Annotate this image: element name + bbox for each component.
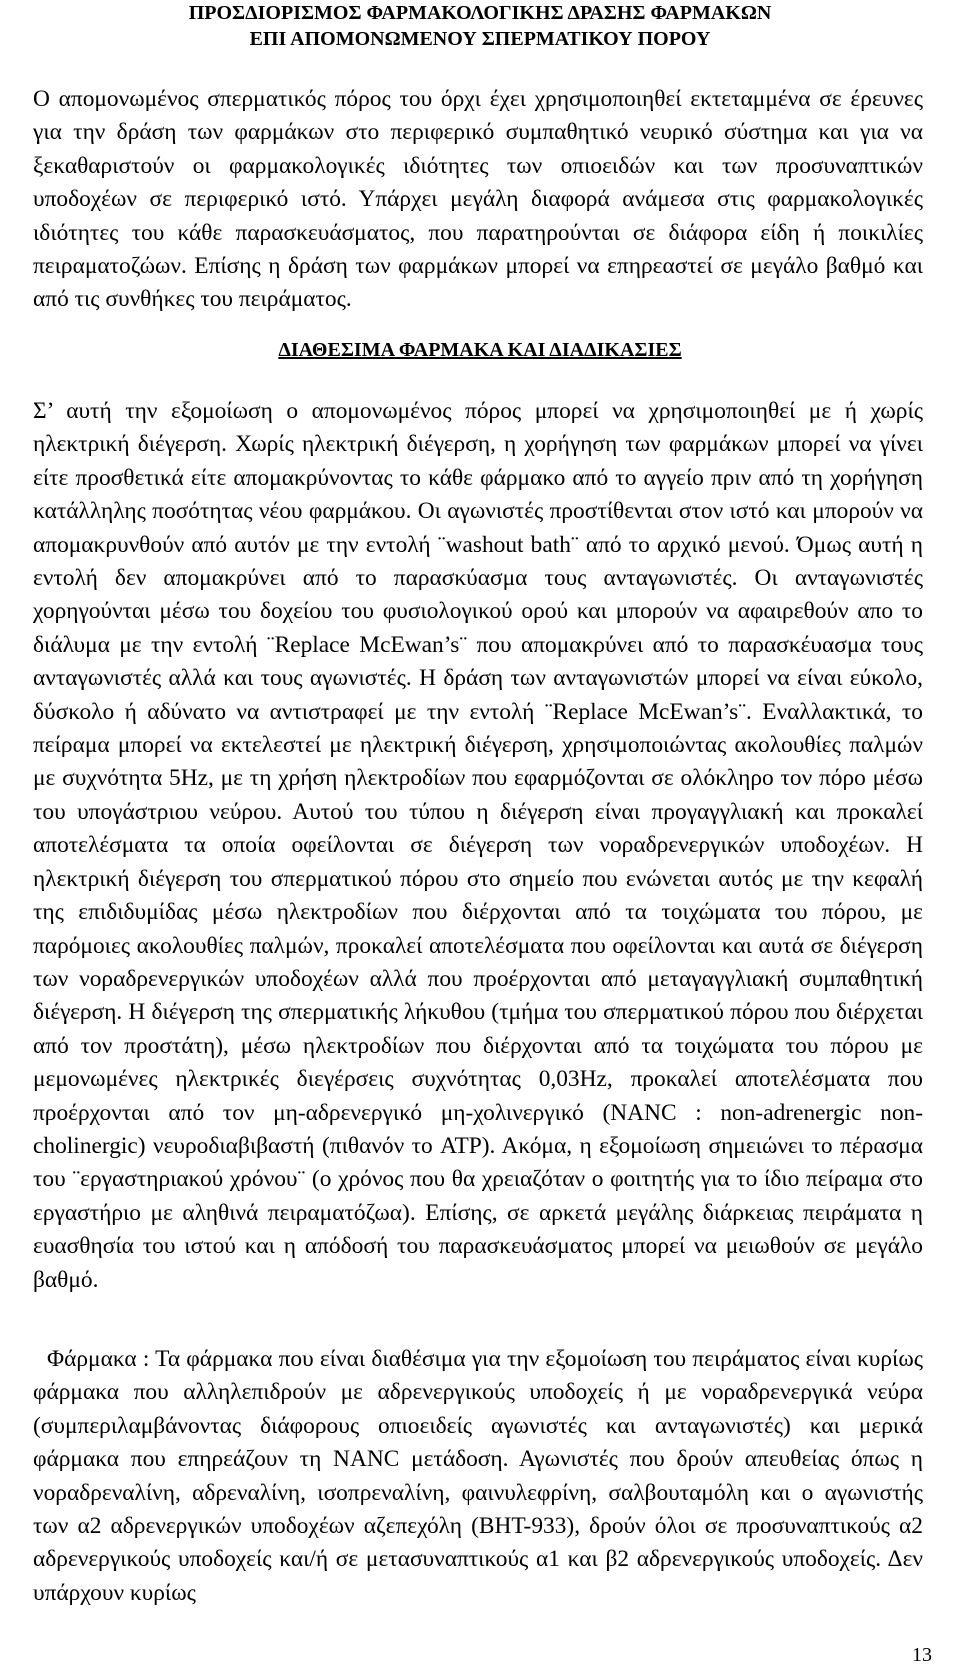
- drugs-paragraph-text: Φάρμακα : Τα φάρμακα που είναι διαθέσιμα για την εξομοίωση του πειράματος είναι κυρίως φάρμακα που αλληλεπιδρούν με αδρενεργικούς υποδοχείς ή με νοραδρενεργικά νεύρα (συμπεριλαμβάνοντας διάφορους οπιοειδείς αγωνιστές και ανταγωνιστές) και μερικά φάρμακα που επηρεάζουν τη NANC μετάδοση. Αγωνιστές που δρούν απευθείας όπως η νοραδρεναλίνη, αδρεναλίνη, ισοπρεναλίνη, φαινυλεφρίνη, σαλβουταμόλη και ο αγωνιστής των α2 αδρενεργικών υποδοχέων αζεπεχόλη (BHT-933), δρούν όλοι σε προσυναπτικούς α2 αδρενεργικούς υποδοχείς και/ή σε μετασυναπτικούς α1 και β2 αδρενεργικούς υποδοχείς. Δεν υπάρχουν κυρίως: [33, 1346, 923, 1606]
- title-line-1: ΠΡΟΣΔΙΟΡΙΣΜΟΣ ΦΑΡΜΑΚΟΛΟΓΙΚΗΣ ΔΡΑΣΗΣ ΦΑΡΜΑΚΩΝ: [188, 2, 772, 24]
- page-number: 13: [912, 1644, 932, 1666]
- document-title: [28, 0, 932, 52]
- drugs-paragraph: [33, 1343, 923, 1610]
- procedures-paragraph: Σ’ αυτή την εξομοίωση ο απομονωμένος πόρος μπορεί να χρησιμοποιηθεί με ή χωρίς ηλεκτρική διέγερση. Χωρίς ηλεκτρική διέγερση, η χορήγηση των φαρμάκων μπορεί να γίνει είτε προσθετικά είτε απομακρύνοντας το κάθε φάρμακο από το αγγείο πριν από τη χορήγηση κατάλληλης ποσότητας νέου φαρμάκου. Οι αγωνιστές προστίθενται στον ιστό και μπορούν να απομακρυνθούν από αυτόν με την εντολή ¨washout bath¨ από το αρχικό μενού. Όμως αυτή η εντολή δεν απομακρύνει από το παρασκύασμα τους ανταγωνιστές. Οι ανταγωνιστές χορηγούνται μέσω του δοχείου του φυσιολογικού ορού και μπορούν να αφαιρεθούν απο το διάλυμα με την εντολή ¨Replace McEwan’s¨ που απομακρύνει από το παρασκέυασμα τους ανταγωνιστές αλλά και τους αγωνιστές. Η δράση των ανταγωνιστών μπορεί να είναι εύκολο, δύσκολο ή αδύνατο να αντιστραφεί με την εντολή ¨Replace McEwan’s¨. Εναλλακτικά, το πείραμα μπορεί να εκτελεστεί με ηλεκτρική διέγερση, χρησιμοποιώντας ακολουθίες παλμών με συχνότητα 5Hz, με τη χρήση ηλεκτροδίων που εφαρμόζονται σε ολόκληρο τον πόρο μέσω του υπογάστριου νεύρου. Αυτού του τύπου η διέγερση είναι προγαγγλιακή και προκαλεί αποτελέσματα τα οποία οφείλονται σε διέγερση των νοραδρενεργικών υποδοχέων. Η ηλεκτρική διέγερση του σπερματικού πόρου στο σημείο που ενώνεται αυτός με την κεφαλή της επιδιδυμίδας μέσω ηλεκτροδίων που διέρχονται από τα τοιχώματα του πόρου, με παρόμοιες ακολουθίες παλμών, προκαλεί αποτελέσματα που οφείλονται και αυτά σε διέγερση των νοραδρενεργικών υποδοχέων αλλά που προέρχονται από μεταγαγγλιακή συμπαθητική διέγερση. Η διέγερση της σπερματικής λήκυθου (τμήμα του σπερματικού πόρου που διέρχεται από τον προστάτη), μέσω ηλεκτροδίων που διέρχονται από τα τοιχώματα του πόρου με μεμονωμένες ηλεκτρικές διεγέρσεις συχνότητας 0,03Hz, προκαλεί αποτελέσματα που προέρχονται από τον μη-αδρενεργικό μη-χολινεργικό (NANC : non-adrenergic non-cholinergic) νευροδιαβιβαστή (πιθανόν το ATP). Ακόμα, η εξομοίωση σημειώνει το πέρασμα του ¨εργαστηριακού χρόνου¨ (ο χρόνος που θα χρειαζόταν ο φοιτητής για το ίδιο πείραμα στο εργαστήριο με αληθινά πειραματόζωα). Επίσης, σε αρκετά μεγάλης διάρκειας πειράματα η ευασθησία του ιστού και η απόδοσή του παρασκευάσματος μπορεί να μειωθούν σε μεγάλο βαθμό.: [33, 398, 923, 1293]
- intro-paragraph: Ο απομονωμένος σπερματικός πόρος του όρχι έχει χρησιμοποιηθεί εκτεταμμένα σε έρευνες για την δράση των φαρμάκων στο περιφερικό συμπαθητικό νευρικό σύστημα και για να ξεκαθαριστούν οι φαρμακολογικές ιδιότητες των οπιοειδών και των προσυναπτικών υποδοχέων σε περιφερικό ιστό. Υπάρχει μεγάλη διαφορά ανάμεσα στις φαρμακολογικές ιδιότητες του κάθε παρασκευάσματος, που παρατηρούνται σε διάφορα είδη ή ποικιλίες πειραματοζώων. Επίσης η δράση των φαρμάκων μπορεί να επηρεαστεί σε μεγάλο βαθμό και από τις συνθήκες του πειράματος.: [33, 86, 923, 313]
- title-line-2: ΕΠΙ ΑΠΟΜΟΝΩΜΕΝΟΥ ΣΠΕΡΜΑΤΙΚΟΥ ΠΟΡΟΥ: [249, 28, 711, 50]
- section-heading: ΔΙΑΘΕΣΙΜΑ ΦΑΡΜΑΚΑ ΚΑΙ ΔΙΑΔΙΚΑΣΙΕΣ: [278, 339, 682, 361]
